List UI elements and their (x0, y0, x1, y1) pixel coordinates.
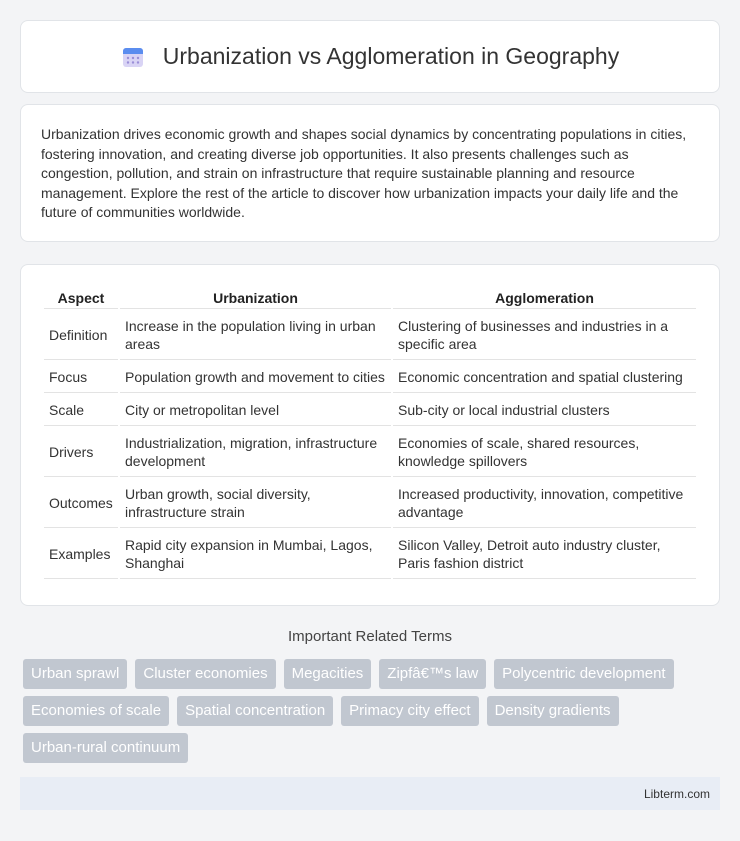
cell-urbanization: Population growth and movement to cities (120, 362, 391, 393)
cell-agglomeration: Clustering of businesses and industries in a specific area (393, 311, 696, 360)
cell-aspect: Definition (44, 311, 118, 360)
table-header-row (44, 287, 696, 309)
related-term-tag[interactable]: Cluster economies (135, 659, 275, 689)
cell-agglomeration: Sub-city or local industrial clusters (393, 395, 696, 426)
header-urbanization: Urbanization (120, 287, 391, 309)
cell-agglomeration: Economies of scale, shared resources, knowledge spillovers (393, 428, 696, 477)
table-row (44, 530, 696, 579)
title-card (20, 20, 720, 93)
cell-urbanization: Increase in the population living in urban areas (120, 311, 391, 360)
related-term-tag[interactable]: Economies of scale (23, 696, 169, 726)
cell-urbanization: Rapid city expansion in Mumbai, Lagos, Shanghai (120, 530, 391, 579)
related-term-tag[interactable]: Zipfâ€™s law (379, 659, 486, 689)
related-term-tag[interactable]: Megacities (284, 659, 372, 689)
related-term-tag[interactable]: Primacy city effect (341, 696, 478, 726)
header-aspect: Aspect (44, 287, 118, 309)
page-title: Urbanization vs Agglomeration in Geography (162, 43, 620, 69)
related-term-tag[interactable]: Polycentric development (494, 659, 673, 689)
table-row (44, 362, 696, 393)
related-term-tag[interactable]: Density gradients (487, 696, 619, 726)
intro-paragraph: Urbanization drives economic growth and shapes social dynamics by concentrating populations in cities, fostering innovation, and creating diverse job opportunities. It also presents challenges such as congestion, pollution, and strain on infrastructure that require sustainable planning and resource management. Explore the rest of the article to discover how urbanization impacts your daily life and the future of communities worldwide. (41, 126, 687, 220)
cell-agglomeration: Economic concentration and spatial clustering (393, 362, 696, 393)
cell-agglomeration: Increased productivity, innovation, competitive advantage (393, 479, 696, 528)
document-icon (121, 45, 145, 69)
table-row (44, 395, 696, 426)
footer (20, 777, 720, 810)
related-term-tag[interactable]: Spatial concentration (177, 696, 333, 726)
related-terms-list (23, 659, 723, 763)
cell-aspect: Drivers (44, 428, 118, 477)
related-term-tag[interactable]: Urban sprawl (23, 659, 127, 689)
table-row (44, 479, 696, 528)
cell-urbanization: Industrialization, migration, infrastructure development (120, 428, 391, 477)
comparison-card (20, 264, 720, 606)
cell-aspect: Examples (44, 530, 118, 579)
cell-urbanization: City or metropolitan level (120, 395, 391, 426)
comparison-table (42, 285, 698, 581)
header-agglomeration: Agglomeration (393, 287, 696, 309)
cell-urbanization: Urban growth, social diversity, infrastructure strain (120, 479, 391, 528)
table-row (44, 428, 696, 477)
related-term-tag[interactable]: Urban-rural continuum (23, 733, 188, 763)
footer-site-link[interactable]: Libterm.com (643, 787, 710, 801)
cell-aspect: Scale (44, 395, 118, 426)
cell-aspect: Focus (44, 362, 118, 393)
related-terms-title: Important Related Terms (288, 628, 452, 645)
table-row (44, 311, 696, 360)
intro-card (20, 104, 720, 242)
cell-aspect: Outcomes (44, 479, 118, 528)
cell-agglomeration: Silicon Valley, Detroit auto industry cluster, Paris fashion district (393, 530, 696, 579)
